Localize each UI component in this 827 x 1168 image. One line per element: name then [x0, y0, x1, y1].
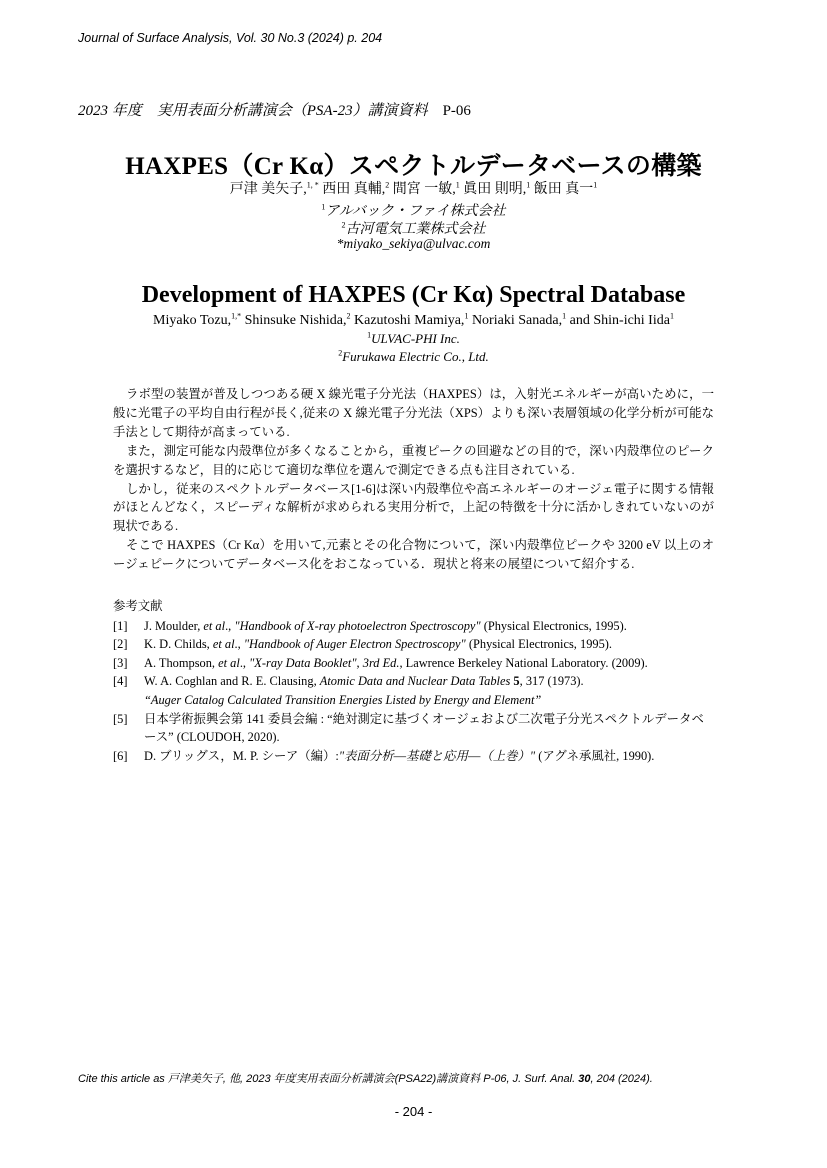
- affiliation-ja-1-name: アルバック・ファイ株式会社: [325, 204, 506, 219]
- corresponding-email: *miyako_sekiya@ulvac.com: [336, 236, 491, 251]
- author-en-5: and Shin-ichi Iida: [569, 313, 670, 328]
- author-en-1-affil: 1,*: [231, 311, 242, 321]
- reference-item: [113, 710, 714, 747]
- author-en-5-affil: 1: [669, 311, 674, 321]
- author-ja-1-affil: 1, *: [306, 180, 319, 190]
- author-ja-4-affil: 1: [526, 180, 531, 190]
- citation-line: Cite this article as 戸津美矢子, 他, 2023 年度実用表面分析講演会(PSA22)講演資料 P-06, J. Surf. Anal. 30, 204 (2024).: [78, 1073, 653, 1085]
- author-en-2-affil: 2: [346, 311, 351, 321]
- session-label: 2023 年度 実用表面分析講演会（PSA-23）講演資料: [78, 103, 428, 119]
- abstract-paragraph: ラボ型の装置が普及しつつある硬 X 線光電子分光法（HAXPES）は，入射光エネルギーが高いために，一般に光電子の平均自由行程が長く,従来の X 線光電子分光法（XPS）よりも深い表層領域の化学分析が可能な手法として期待が高まっている.: [113, 387, 714, 439]
- affiliation-en-2: [60, 349, 767, 365]
- reference-subtitle: “Auger Catalog Calculated Transition Energies Listed by Energy and Element”: [144, 692, 542, 707]
- affiliation-en-1-mark: 1: [367, 330, 372, 340]
- session-line: [78, 99, 471, 120]
- affiliation-ja-2-mark: 2: [341, 220, 346, 230]
- author-en-3: Kazutoshi Mamiya,: [354, 313, 465, 328]
- author-ja-4: 眞田 則明,: [463, 182, 527, 197]
- author-ja-3-affil: 1: [455, 180, 460, 190]
- references-section: [113, 597, 714, 765]
- authors-english: [60, 313, 767, 329]
- author-ja-3: 間宮 一敏,: [392, 182, 456, 197]
- reference-text: J. Moulder, et al., "Handbook of X-ray photoelectron Spectroscopy" (Physical Electronics, 1995).: [144, 618, 627, 633]
- authors-japanese: [60, 178, 767, 198]
- affiliation-en-2-name: Furukawa Electric Co., Ltd.: [342, 349, 489, 364]
- author-ja-1: 戸津 美矢子,: [229, 182, 307, 197]
- abstract-paragraph: しかし，従来のスペクトルデータベース[1-6]は深い内殻準位や高エネルギーのオージェ電子に関する情報がほとんどなく，スピーディな解析が求められる実用分析で，上記の特徴を十分に活かしきれていないのが現状である.: [113, 481, 714, 534]
- reference-item: [113, 747, 714, 766]
- affiliation-ja-2: [60, 218, 767, 238]
- reference-item: [113, 635, 714, 654]
- affiliation-en-1-name: ULVAC-PHI Inc.: [371, 331, 460, 346]
- author-ja-2-affil: 2: [385, 180, 390, 190]
- author-ja-2: 西田 真輔,: [322, 182, 386, 197]
- affiliation-ja-1-mark: 1: [321, 202, 326, 212]
- reference-text: K. D. Childs, et al., "Handbook of Auger Electron Spectroscopy" (Physical Electronics, 1995).: [144, 637, 613, 652]
- reference-number: [1]: [113, 618, 128, 633]
- author-en-1: Miyako Tozu,: [153, 313, 232, 328]
- author-ja-5: 飯田 真一: [533, 182, 594, 197]
- abstract-paragraph: また，測定可能な内殻準位が多くなることから，重複ピークの回避などの目的で，深い内殻準位のピークを選択するなど，目的に応じて適切な準位を選んで測定できる点も注目されている.: [113, 443, 714, 477]
- reference-text: D. ブリッグス，M. P. シーア（編）:"表面分析―基礎と応用―（上巻）" (アグネ承風社, 1990).: [144, 748, 655, 763]
- reference-item: [113, 617, 714, 636]
- title-english: Development of HAXPES (Cr Kα) Spectral Database: [141, 282, 686, 308]
- author-en-3-affil: 1: [464, 311, 469, 321]
- affiliation-en-2-mark: 2: [338, 348, 343, 358]
- reference-number: [5]: [113, 711, 128, 726]
- author-en-4-affil: 1: [562, 311, 567, 321]
- reference-number: [4]: [113, 674, 128, 689]
- session-code: P-06: [442, 103, 471, 119]
- references-heading: 参考文献: [113, 599, 163, 613]
- author-ja-5-affil: 1: [593, 180, 598, 190]
- reference-item: [113, 672, 714, 709]
- journal-header: Journal of Surface Analysis, Vol. 30 No.3 (2024) p. 204: [78, 31, 383, 45]
- reference-number: [2]: [113, 637, 128, 652]
- page-number: - 204 -: [394, 1104, 433, 1119]
- affiliation-en-1: [60, 331, 767, 347]
- reference-number: [3]: [113, 655, 128, 670]
- abstract-paragraph: そこで HAXPES（Cr Kα）を用いて,元素とその化合物について，深い内殻準位ピークや 3200 eV 以上のオージェピークについてデータベース化をおこなっている．現状と将来の展望について紹介する.: [113, 538, 714, 572]
- author-en-2: Shinsuke Nishida,: [244, 313, 347, 328]
- abstract: [113, 385, 714, 574]
- title-japanese: HAXPES（Cr Kα）スペクトルデータベースの構築: [125, 153, 702, 180]
- reference-text: W. A. Coghlan and R. E. Clausing, Atomic Data and Nuclear Data Tables 5, 317 (1973). “Auger Catalog Calculated Transition Energies Listed by Energy and Element”: [144, 672, 714, 709]
- author-en-4: Noriaki Sanada,: [471, 313, 563, 328]
- affiliation-ja-1: [60, 200, 767, 220]
- reference-item: [113, 654, 714, 673]
- reference-text: A. Thompson, et al., "X-ray Data Booklet", 3rd Ed., Lawrence Berkeley National Laboratory. (2009).: [144, 655, 648, 670]
- reference-number: [6]: [113, 748, 128, 763]
- affiliation-ja-2-name: 古河電気工業株式会社: [345, 222, 486, 237]
- reference-text: 日本学術振興会第 141 委員会編 : “絶対測定に基づくオージェおよび二次電子分光スペクトルデータベース” (CLOUDOH, 2020).: [144, 711, 704, 745]
